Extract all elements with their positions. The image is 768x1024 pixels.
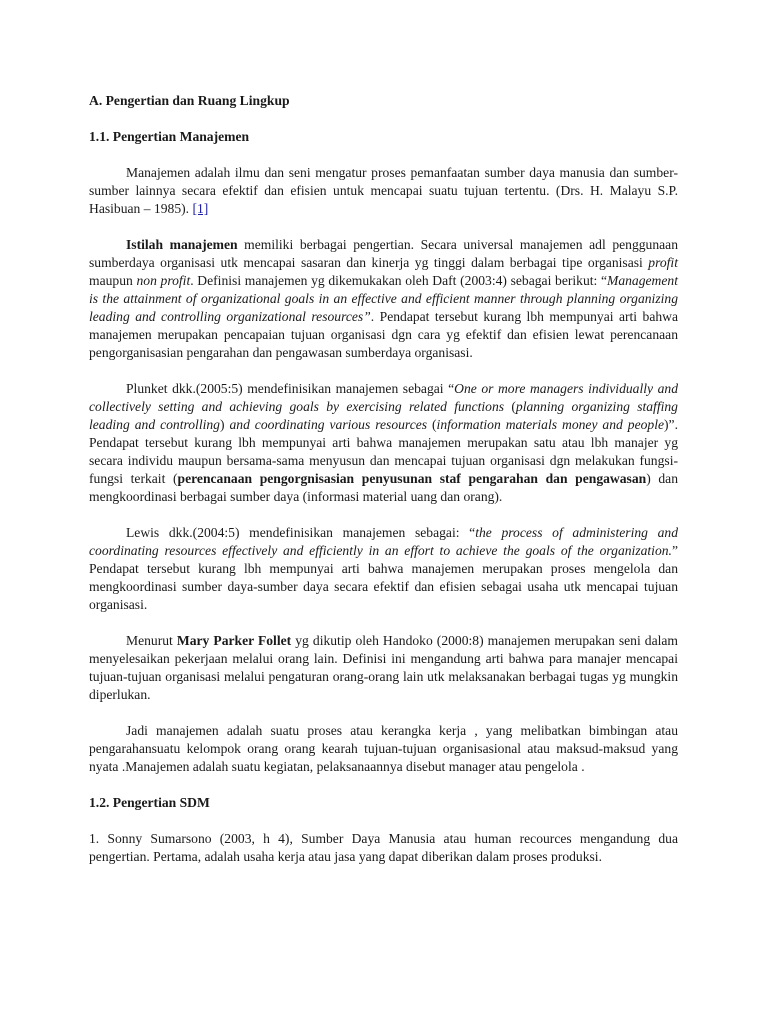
- paragraph-5: [89, 632, 678, 704]
- paragraph-5-bold-1: Mary Parker Follet: [176, 633, 292, 648]
- paragraph-3-italic-1: One or more managers individually and collectively setting and achieving goals by exercising related functions: [89, 381, 678, 414]
- paragraph-2-text-1: memiliki berbagai pengertian. Secara universal manajemen adl penggunaan sumberdaya organisasi utk mencapai sasaran dan kinerja yg tinggi dalam berbagai tipe organisasi: [89, 237, 678, 270]
- paragraph-5-text-1: Menurut: [126, 633, 177, 648]
- paragraph-3-italic-4: information materials money and people: [436, 417, 665, 432]
- paragraph-3-text-4: (: [427, 417, 437, 432]
- paragraph-4-text-2: ” Pendapat tersebut kurang lbh mempunyai arti bahwa manajemen merupakan proses mengelola dan mengkoordinasi sumber daya-sumber daya secara efektif dan efisien sebagai usaha utk mencapai tujuan organisasi.: [89, 543, 678, 612]
- paragraph-2-bold: Istilah manajemen: [126, 237, 238, 252]
- paragraph-3-text-5: )”. Pendapat tersebut kurang lbh mempunyai arti bahwa manajemen merupakan satu atau lbh manajer yg secara individu maupun bersama-sama menyusun dan mencapai tujuan organisasi dgn melakukan fungsi-fungsi terkait (: [89, 417, 678, 486]
- paragraph-3-text-1: Plunket dkk.(2005:5) mendefinisikan manajemen sebagai “: [126, 381, 455, 396]
- paragraph-2-italic-1: profit: [648, 255, 678, 270]
- paragraph-3-text-6: ) dan mengkoordinasi berbagai sumber daya (informasi material uang dan orang).: [89, 471, 679, 504]
- paragraph-7: 1. Sonny Sumarsono (2003, h 4), Sumber Daya Manusia atau human recources mengandung dua pengertian. Pertama, adalah usaha kerja atau jasa yang dapat diberikan dalam proses produksi.: [89, 831, 678, 864]
- paragraph-4: [89, 524, 678, 614]
- paragraph-2-text-4: . Pendapat tersebut kurang lbh mempunyai arti bahwa manajemen merupakan pencapaian tujuan organisasi dgn cara yg efektif dan efisien lewat perencanaan pengorganisasian pengarahan dan pengawasan sumberdaya organisasi.: [89, 309, 679, 360]
- paragraph-2-italic-3: Management is the attainment of organizational goals in an effective and efficient manner through planning organizing leading and controlling organizational resources”: [89, 273, 678, 324]
- paragraph-2-text-3: . Definisi manajemen yg dikemukakan oleh Daft (2003:4) sebagai berikut: “: [190, 273, 608, 288]
- paragraph-4-text-1: Lewis dkk.(2004:5) mendefinisikan manajemen sebagai: “: [126, 525, 476, 540]
- paragraph-3-bold-1: perencanaan pengorgnisasian penyusunan staf pengarahan dan pengawasan: [177, 471, 647, 486]
- section-heading-a: A. Pengertian dan Ruang Lingkup: [89, 93, 290, 108]
- subsection-heading-1-1: 1.1. Pengertian Manajemen: [89, 129, 250, 144]
- footnote-link-1[interactable]: [1]: [192, 201, 209, 216]
- paragraph-1: [89, 164, 678, 218]
- paragraph-2-italic-2: non profit: [136, 273, 191, 288]
- paragraph-3-italic-3: and coordinating various resources: [229, 417, 428, 432]
- paragraph-3: [89, 380, 678, 506]
- paragraph-6: Jadi manajemen adalah suatu proses atau kerangka kerja , yang melibatkan bimbingan atau pengarahansuatu kelompok orang orang kearah tujuan-tujuan organisasional atau maksud-maksud yang nyata .Manajemen adalah suatu kegiatan, pelaksanaannya disebut manager atau pengelola .: [89, 723, 678, 774]
- paragraph-4-italic-1: the process of administering and coordinating resources effectively and efficiently in an effort to achieve the goals of the organization.: [89, 525, 678, 558]
- paragraph-1-text: Manajemen adalah ilmu dan seni mengatur proses pemanfaatan sumber daya manusia dan sumber-sumber lainnya secara efektif dan efisien untuk mencapai suatu tujuan tertentu. (Drs. H. Malayu S.P. Hasibuan – 1985).: [89, 165, 678, 216]
- paragraph-5-text-2: yg dikutip oleh Handoko (2000:8) manajemen merupakan seni dalam menyelesaikan pekerjaan melalui orang lain. Definisi ini mengandung arti bahwa para manajer mencapai tujuan-tujuan organisasi melalui pengaturan orang-orang lain utk melaksanakan berbagai tugas yg mungkin diperlukan.: [89, 633, 678, 702]
- paragraph-2: [89, 236, 678, 362]
- paragraph-2-text-2: maupun: [89, 273, 137, 288]
- document-page: [89, 92, 678, 866]
- paragraph-3-italic-2: planning organizing staffing leading and controlling: [89, 399, 678, 432]
- subsection-heading-1-2: 1.2. Pengertian SDM: [89, 795, 210, 810]
- paragraph-3-text-3: ): [219, 417, 230, 432]
- paragraph-3-text-2: (: [504, 399, 516, 414]
